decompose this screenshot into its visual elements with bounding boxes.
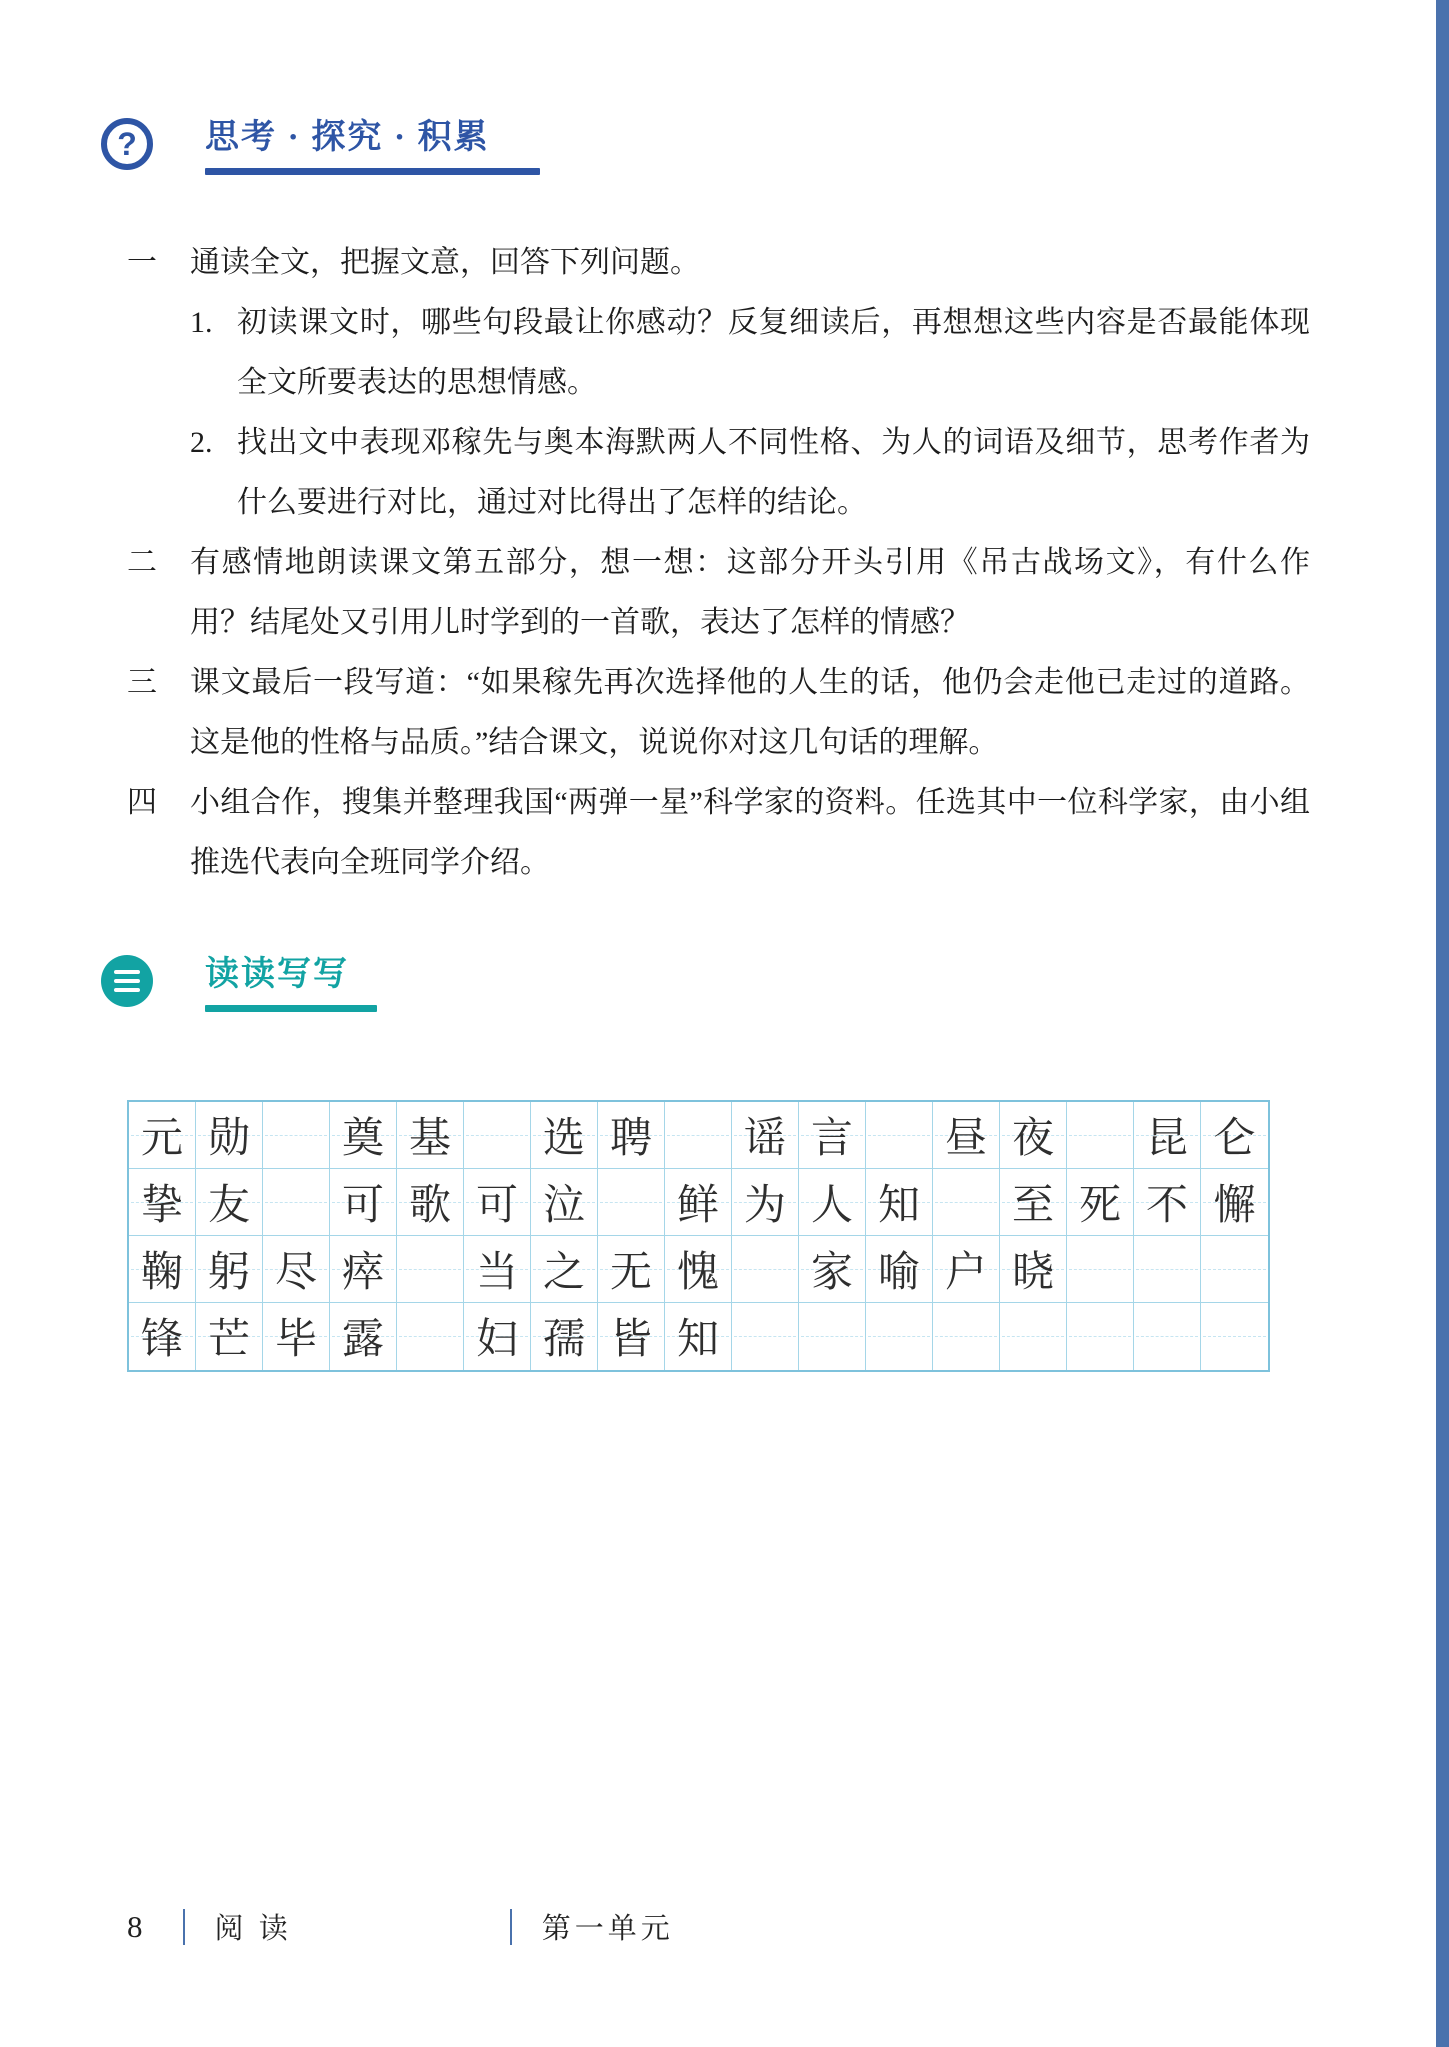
question-body (190, 653, 1310, 773)
grid-empty-cell (263, 1169, 330, 1236)
section-title: 读读写写 (205, 955, 349, 993)
list-icon-bars (114, 979, 140, 983)
page-edge-bar (1436, 0, 1449, 2047)
question-number: 四 (127, 785, 157, 819)
grid-empty-cell (799, 1303, 866, 1370)
grid-empty-cell (866, 1102, 933, 1169)
grid-character-cell: 死 (1067, 1169, 1134, 1236)
grid-empty-cell (397, 1303, 464, 1370)
section-read-write-header (101, 955, 1310, 1012)
grid-character-cell: 可 (464, 1169, 531, 1236)
sub-question-number: 2. (190, 425, 213, 459)
list-icon (101, 955, 153, 1007)
title-underline (205, 1005, 377, 1012)
grid-character-cell: 泣 (531, 1169, 598, 1236)
question-list (127, 233, 1310, 893)
grid-empty-cell (263, 1102, 330, 1169)
grid-character-cell: 为 (732, 1169, 799, 1236)
grid-character-cell: 孺 (531, 1303, 598, 1370)
page-footer (127, 1906, 674, 1947)
grid-character-cell: 歌 (397, 1169, 464, 1236)
grid-character-cell: 芒 (196, 1303, 263, 1370)
footer-section-label: 阅 读 (214, 1913, 292, 1945)
grid-character-cell: 知 (665, 1303, 732, 1370)
section-title: 思考 · 探究 · 积累 (205, 119, 490, 156)
grid-empty-cell (464, 1102, 531, 1169)
question-one (127, 233, 1310, 533)
question-number: 二 (127, 545, 157, 579)
grid-character-cell: 不 (1134, 1169, 1201, 1236)
section-title-wrap (205, 118, 540, 175)
question-text: 通读全文，把握文意，回答下列问题。 (190, 245, 700, 279)
grid-character-cell: 昼 (933, 1102, 1000, 1169)
question-text: 课文最后一段写道：“如果稼先再次选择他的人生的话，他仍会走他已走过的道路。这是他的性格与品质。”结合课文，说说你对这几句话的理解。 (190, 665, 1310, 759)
grid-character-cell: 家 (799, 1236, 866, 1303)
grid-character-cell: 挚 (129, 1169, 196, 1236)
sub-question-number: 1. (190, 305, 213, 339)
footer-divider (183, 1909, 185, 1945)
section-title-wrap (205, 955, 377, 1012)
grid-character-cell: 仑 (1201, 1102, 1268, 1169)
grid-empty-cell (1134, 1303, 1201, 1370)
question-mark-icon (101, 118, 153, 170)
grid-character-cell: 选 (531, 1102, 598, 1169)
question-four (127, 773, 1310, 893)
title-underline (205, 168, 540, 175)
grid-character-cell: 鲜 (665, 1169, 732, 1236)
grid-character-cell: 毕 (263, 1303, 330, 1370)
question-two (127, 533, 1310, 653)
grid-empty-cell (732, 1236, 799, 1303)
grid-empty-cell (933, 1303, 1000, 1370)
grid-character-cell: 元 (129, 1102, 196, 1169)
question-mark-glyph: ? (117, 125, 137, 162)
grid-character-cell: 锋 (129, 1303, 196, 1370)
grid-empty-cell (665, 1102, 732, 1169)
grid-empty-cell (1067, 1303, 1134, 1370)
page-number: 8 (127, 1908, 143, 1944)
grid-character-cell: 妇 (464, 1303, 531, 1370)
grid-character-cell: 无 (598, 1236, 665, 1303)
grid-character-cell: 谣 (732, 1102, 799, 1169)
footer-unit-label: 第一单元 (541, 1913, 674, 1945)
grid-empty-cell (866, 1303, 933, 1370)
grid-empty-cell (1067, 1102, 1134, 1169)
grid-character-cell: 聘 (598, 1102, 665, 1169)
question-number: 三 (127, 665, 157, 699)
grid-character-cell: 瘁 (330, 1236, 397, 1303)
sub-question-1 (190, 293, 1310, 413)
grid-character-cell: 至 (1000, 1169, 1067, 1236)
grid-character-cell: 户 (933, 1236, 1000, 1303)
grid-character-cell: 愧 (665, 1236, 732, 1303)
write-grid (127, 1100, 1270, 1372)
question-body (190, 773, 1310, 893)
question-body (190, 533, 1310, 653)
grid-character-cell: 晓 (1000, 1236, 1067, 1303)
grid-character-cell: 人 (799, 1169, 866, 1236)
grid-character-cell: 奠 (330, 1102, 397, 1169)
question-text: 有感情地朗读课文第五部分，想一想：这部分开头引用《吊古战场文》，有什么作用？结尾处又引用儿时学到的一首歌，表达了怎样的情感？ (190, 545, 1310, 639)
grid-character-cell: 尽 (263, 1236, 330, 1303)
question-three (127, 653, 1310, 773)
grid-empty-cell (598, 1169, 665, 1236)
grid-character-cell: 露 (330, 1303, 397, 1370)
grid-empty-cell (397, 1236, 464, 1303)
sub-question-2 (190, 413, 1310, 533)
grid-character-cell: 懈 (1201, 1169, 1268, 1236)
grid-empty-cell (1134, 1236, 1201, 1303)
sub-question-text: 找出文中表现邓稼先与奥本海默两人不同性格、为人的词语及细节，思考作者为什么要进行对比，通过对比得出了怎样的结论。 (237, 425, 1310, 519)
grid-character-cell: 知 (866, 1169, 933, 1236)
grid-character-cell: 鞠 (129, 1236, 196, 1303)
grid-character-cell: 皆 (598, 1303, 665, 1370)
grid-character-cell: 当 (464, 1236, 531, 1303)
grid-character-cell: 之 (531, 1236, 598, 1303)
grid-character-cell: 夜 (1000, 1102, 1067, 1169)
grid-empty-cell (1000, 1303, 1067, 1370)
question-number: 一 (127, 245, 157, 279)
grid-character-cell: 友 (196, 1169, 263, 1236)
grid-character-cell: 言 (799, 1102, 866, 1169)
grid-empty-cell (1201, 1236, 1268, 1303)
grid-empty-cell (933, 1169, 1000, 1236)
grid-character-cell: 勋 (196, 1102, 263, 1169)
grid-empty-cell (732, 1303, 799, 1370)
section-think-explore-header (101, 118, 1310, 175)
grid-empty-cell (1067, 1236, 1134, 1303)
question-body (190, 233, 1310, 533)
grid-character-cell: 昆 (1134, 1102, 1201, 1169)
grid-character-cell: 躬 (196, 1236, 263, 1303)
sub-question-text: 初读课文时，哪些句段最让你感动？反复细读后，再想想这些内容是否最能体现全文所要表达的思想情感。 (237, 305, 1310, 399)
question-text: 小组合作，搜集并整理我国“两弹一星”科学家的资料。任选其中一位科学家，由小组推选代表向全班同学介绍。 (190, 785, 1310, 879)
footer-divider (510, 1909, 512, 1945)
grid-character-cell: 基 (397, 1102, 464, 1169)
grid-character-cell: 喻 (866, 1236, 933, 1303)
grid-empty-cell (1201, 1303, 1268, 1370)
grid-character-cell: 可 (330, 1169, 397, 1236)
